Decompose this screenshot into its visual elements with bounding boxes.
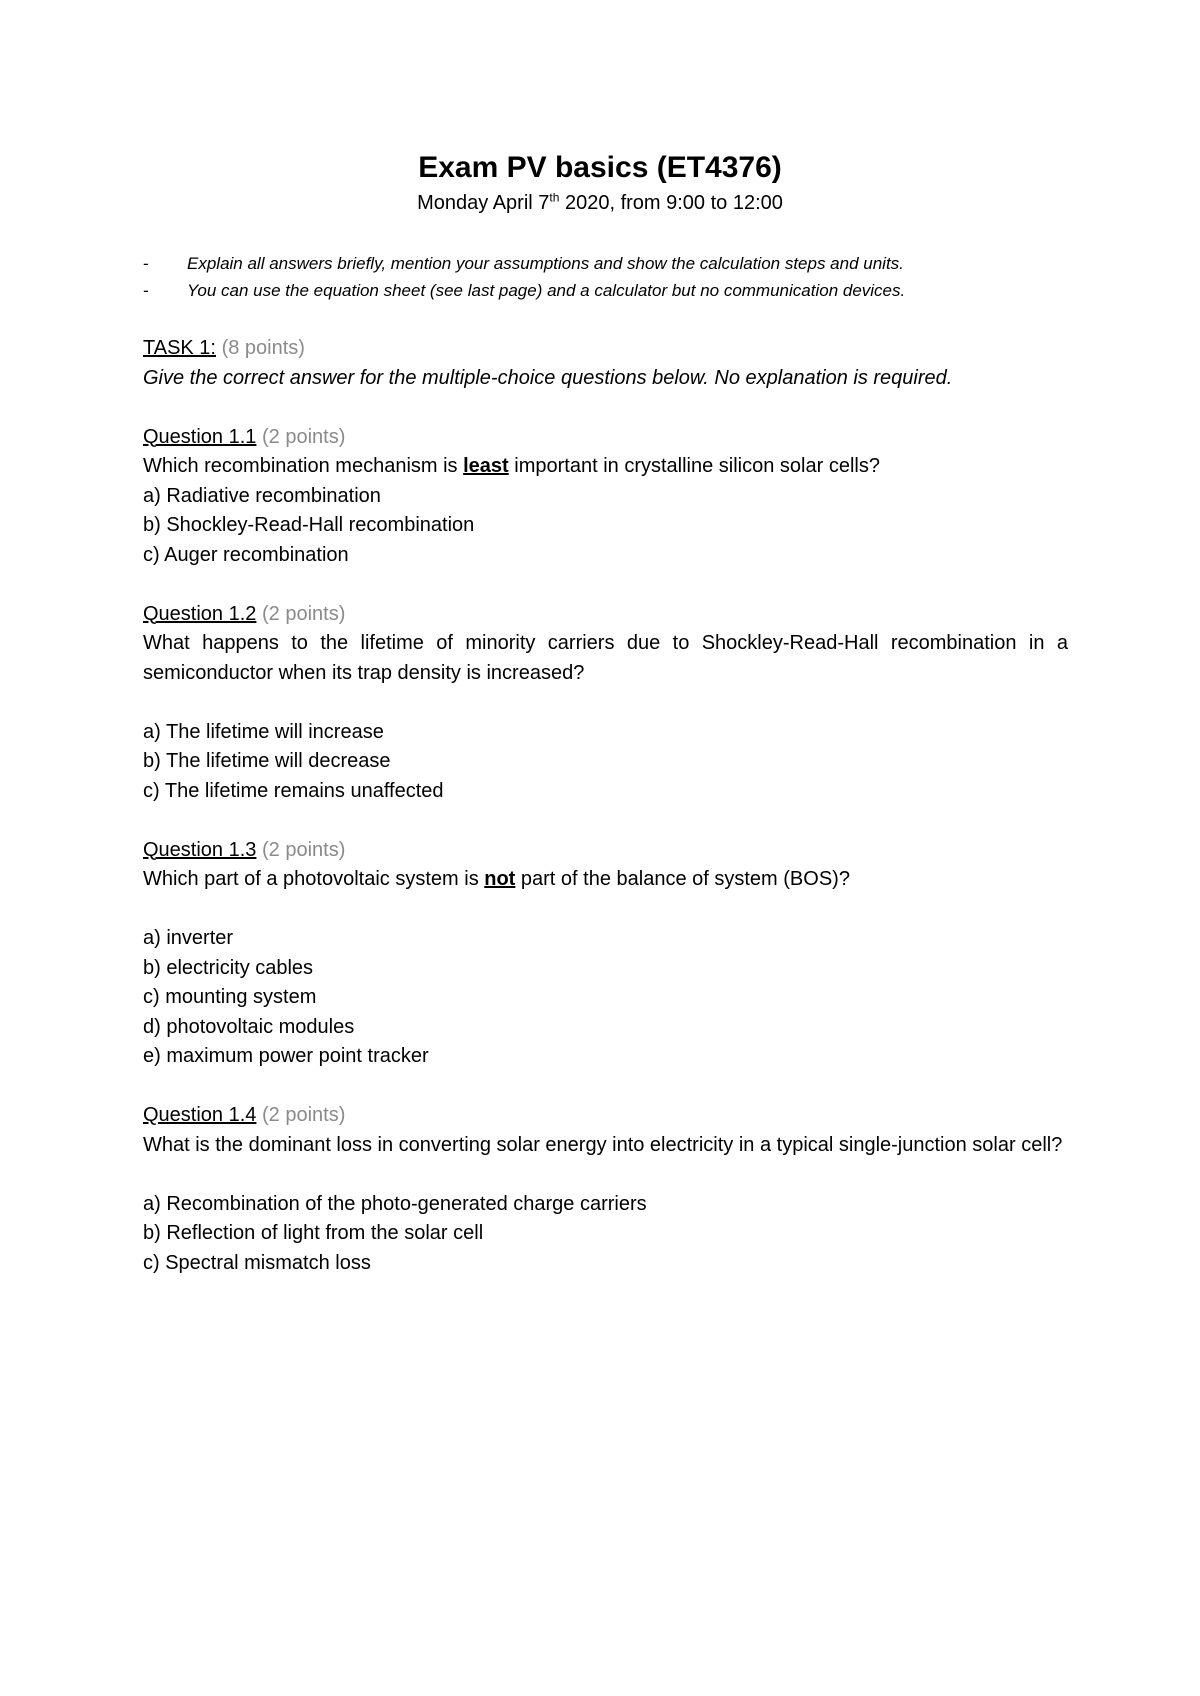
- question-points: (2 points): [261, 1104, 346, 1126]
- question-heading: [143, 836, 1068, 866]
- answer-option: a) Radiative recombination: [143, 484, 381, 507]
- answer-option: c) Auger recombination: [143, 543, 349, 566]
- answer-option: b) Reflection of light from the solar cell: [143, 1222, 484, 1244]
- task-heading: [143, 334, 1068, 364]
- instruction-item: [143, 277, 1073, 304]
- answer-option: a) Recombination of the photo-generated charge carriers: [143, 1192, 647, 1215]
- question-text-part: important in crystalline silicon solar cells?: [508, 455, 880, 477]
- subtitle-time: 2020, from 9:00 to 12:00: [559, 192, 783, 214]
- answer-option: c) Spectral mismatch loss: [143, 1251, 371, 1274]
- question-text-part: Which part of a photovoltaic system is: [143, 868, 485, 890]
- question-text: What is the dominant loss in converting solar energy into electricity in a typical single-junction solar cell?: [143, 1133, 1063, 1156]
- question-points: (2 points): [261, 838, 346, 861]
- question-text: What happens to the lifetime of minority carriers due to Shockley-Read-Hall recombination in a semiconductor when its trap density is increased?: [143, 632, 1068, 684]
- task-label: TASK 1:: [143, 337, 216, 359]
- task-points: (8 points): [221, 337, 305, 359]
- instruction-text: You can use the equation sheet (see last page) and a calculator but no communication devices.: [187, 281, 906, 300]
- question-text-part: part of the balance of system (BOS)?: [515, 868, 850, 890]
- question-text: [143, 865, 1068, 895]
- question-label: Question 1.4: [143, 1104, 257, 1126]
- bullet-dash: -: [143, 281, 149, 300]
- subtitle-date: Monday April 7: [417, 192, 550, 214]
- exam-date-time: [0, 190, 1200, 216]
- question-text: [143, 452, 1068, 482]
- exam-title: Exam PV basics (ET4376): [418, 151, 782, 184]
- bullet-dash: -: [143, 254, 149, 273]
- question-heading: [143, 423, 1068, 453]
- instruction-text: Explain all answers briefly, mention your assumptions and show the calculation steps and units.: [187, 254, 904, 273]
- task-instruction: Give the correct answer for the multiple-choice questions below. No explanation is required.: [143, 366, 953, 389]
- question-text-part: Which recombination mechanism is: [143, 455, 464, 477]
- question-points: (2 points): [261, 602, 346, 625]
- answer-option: a) inverter: [143, 927, 234, 949]
- question-heading: [143, 600, 1068, 630]
- answer-option: d) photovoltaic modules: [143, 1015, 355, 1038]
- question-heading: [143, 1101, 1068, 1131]
- answer-option: c) The lifetime remains unaffected: [143, 779, 444, 802]
- instruction-item: [143, 250, 1073, 277]
- question-label: Question 1.3: [143, 838, 257, 861]
- question-emphasis: not: [484, 868, 516, 890]
- answer-option: b) Shockley-Read-Hall recombination: [143, 514, 475, 536]
- question-emphasis: least: [463, 455, 509, 477]
- answer-option: b) electricity cables: [143, 956, 314, 979]
- question-label: Question 1.2: [143, 602, 257, 625]
- exam-instructions: [143, 250, 1073, 304]
- exam-content: [143, 334, 1068, 1278]
- question-label: Question 1.1: [143, 425, 257, 448]
- answer-option: c) mounting system: [143, 986, 317, 1008]
- question-points: (2 points): [261, 425, 346, 448]
- answer-option: e) maximum power point tracker: [143, 1045, 429, 1067]
- answer-option: a) The lifetime will increase: [143, 720, 384, 743]
- subtitle-ordinal: th: [549, 190, 560, 205]
- answer-option: b) The lifetime will decrease: [143, 750, 391, 772]
